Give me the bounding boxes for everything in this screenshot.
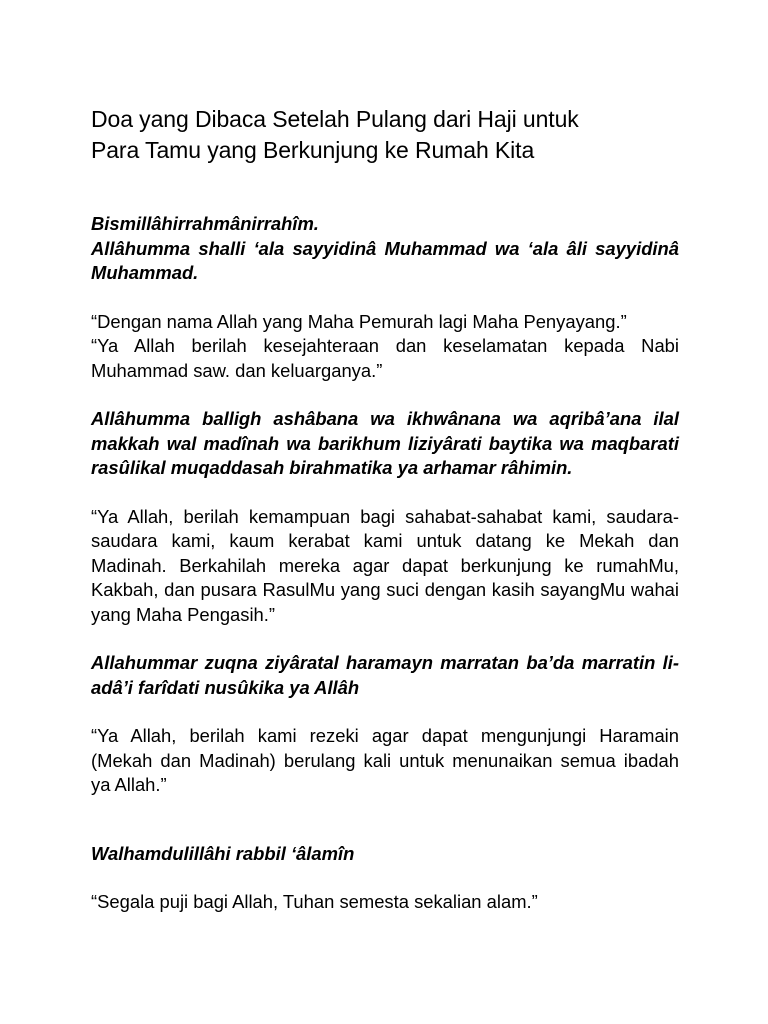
latin-prayer-2: Allâhumma balligh ashâbana wa ikhwânana wa aqribâ’ana ilal makkah wal madînah wa barikhum liziyârati baytika wa maqbarati rasûlikal muqaddasah birahmatika ya arhamar râhimin.: [91, 408, 679, 478]
translation-3: “Ya Allah, berilah kami rezeki agar dapat mengunjungi Haramain (Mekah dan Madinah) berulang kali untuk menunaikan semua ibadah ya Allah.”: [91, 725, 679, 795]
translation-4: “Segala puji bagi Allah, Tuhan semesta sekalian alam.”: [91, 891, 538, 912]
latin-prayer-1-line-1: Bismillâhirrahmânirrahîm.: [91, 213, 319, 234]
latin-prayer-1-line-2: Allâhumma shalli ‘ala sayyidinâ Muhammad wa ‘ala âli sayyidinâ Muhammad.: [91, 237, 679, 283]
latin-prayer-1: [91, 212, 679, 286]
translation-1-line-1: “Dengan nama Allah yang Maha Pemurah lagi Maha Penyayang.”: [91, 310, 627, 332]
translation-1-line-2: “Ya Allah berilah kesejahteraan dan keselamatan kepada Nabi Muhammad saw. dan keluarganya.”: [91, 335, 679, 381]
latin-prayer-4: Walhamdulillâhi rabbil ‘âlamîn: [91, 842, 355, 864]
title-line-2: Para Tamu yang Berkunjung ke Rumah Kita: [91, 137, 535, 163]
title-line-1: Doa yang Dibaca Setelah Pulang dari Haji untuk: [91, 106, 579, 132]
translation-2: “Ya Allah, berilah kemampuan bagi sahabat-sahabat kami, saudara-saudara kami, kaum kerabat kami untuk datang ke Mekah dan Madinah. Berkahilah mereka agar dapat berkunjung ke rumahMu, Kakbah, dan pusara RasulMu yang suci dengan kasih sayangMu wahai yang Maha Pengasih.”: [91, 505, 679, 625]
translation-1: [91, 310, 679, 384]
document-body: [91, 104, 679, 939]
document-title: [91, 104, 679, 166]
latin-prayer-3: Allahummar zuqna ziyâratal haramayn marratan ba’da marratin li-adâ’i farîdati nusûkika ya Allâh: [91, 652, 679, 698]
